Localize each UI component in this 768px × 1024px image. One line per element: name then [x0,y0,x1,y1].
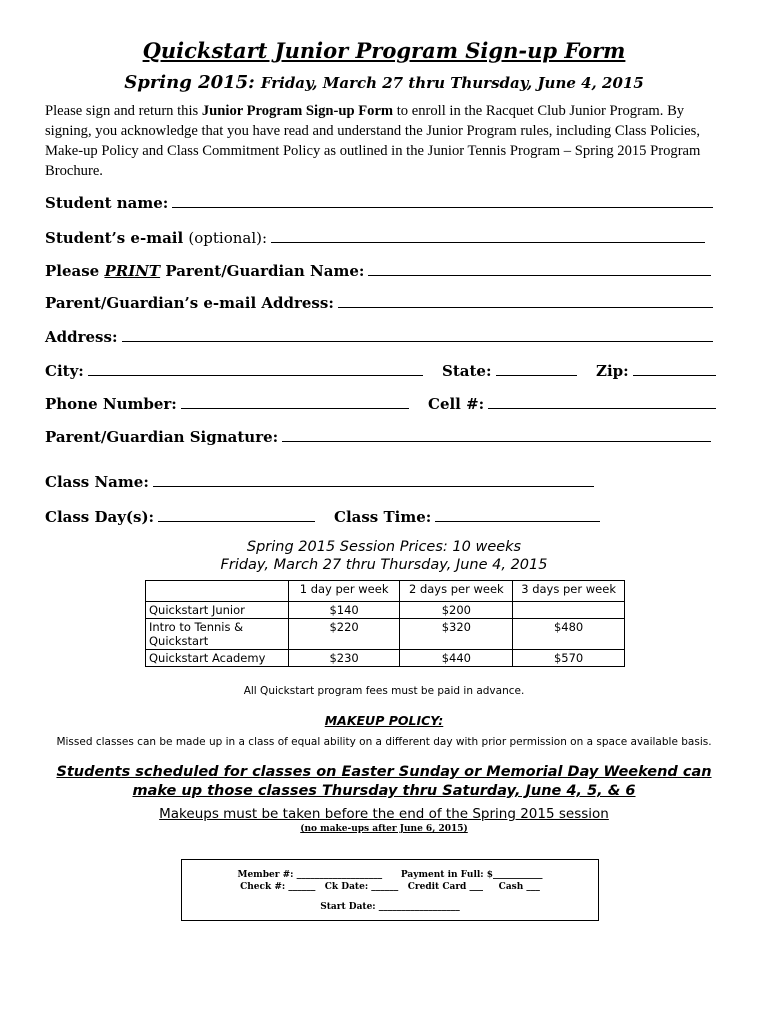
prices-table [145,580,625,667]
prices-title-line1: Spring 2015 Session Prices: 10 weeks [246,539,522,555]
student-email-row [45,229,705,247]
class-time-field[interactable] [435,509,600,522]
price-cell: $200 [400,602,513,619]
guardian-name-label [45,262,364,280]
table-row [146,602,625,619]
makeup-text: Missed classes can be made up in a class of equal ability on a different day with prior permission on a space available basis. [56,736,712,748]
price-cell: $480 [513,619,625,650]
office-row-3 [182,902,598,912]
makeup-deadline: Makeups must be taken before the end of the Spring 2015 session [159,806,609,822]
office-row-1 [182,870,598,880]
session-dates: Friday, March 27 thru Thursday, June 4, 2015 [260,74,644,92]
student-name-label: Student name: [45,194,169,212]
start-date-field[interactable]: Start Date: __________________ [320,902,460,912]
intro-paragraph [45,101,725,181]
program-name: Quickstart Academy [146,650,289,667]
table-row [146,650,625,667]
address-label: Address: [45,328,118,346]
makeup-deadline-note: (no make-ups after June 6, 2015) [300,824,468,834]
header-cell: 2 days per week [400,581,513,602]
guardian-name-field[interactable] [368,263,711,276]
header-cell [146,581,289,602]
session-subtitle [0,72,768,93]
state-label: State: [442,362,492,380]
prices-title-line2: Friday, March 27 thru Thursday, June 4, 2015 [220,557,548,573]
class-name-label: Class Name: [45,473,149,491]
cell-field[interactable] [488,396,716,409]
header-cell: 3 days per week [513,581,625,602]
guardian-name-pre: Please [45,262,105,280]
state-field[interactable] [496,363,578,376]
guardian-email-field[interactable] [338,295,713,308]
office-use-box [181,859,599,921]
price-cell: $220 [288,619,400,650]
student-email-label [45,229,267,247]
class-days-field[interactable] [158,509,315,522]
program-name: Intro to Tennis & Quickstart [146,619,289,650]
class-name-field[interactable] [153,474,594,487]
phone-row [45,395,409,413]
intro-text-1: Please sign and return this [45,103,202,119]
easter-notice: Students scheduled for classes on Easter Sunday or Memorial Day Weekend can make up those classes Thursday thru Saturday, June 4, 5, & 6 [56,764,712,799]
class-time-row [334,508,600,526]
price-cell: $230 [288,650,400,667]
optional-note: (optional): [188,229,268,247]
student-email-field[interactable] [271,230,705,243]
print-emphasis: PRINT [104,262,161,280]
form-title: Quickstart Junior Program Sign-up Form [142,38,626,63]
cell-label: Cell #: [428,395,485,413]
guardian-email-row [45,294,713,312]
guardian-name-row [45,262,711,280]
table-row [146,619,625,650]
city-label: City: [45,362,84,380]
signature-field[interactable] [282,429,711,442]
season-label: Spring 2015: [124,72,255,93]
zip-row [596,362,716,380]
price-cell: $570 [513,650,625,667]
office-row-2 [182,882,598,892]
class-days-row [45,508,315,526]
zip-field[interactable] [633,363,716,376]
member-number-field[interactable]: Member #: ___________________ [237,870,383,880]
cash-field[interactable]: Cash ___ [498,882,540,892]
phone-label: Phone Number: [45,395,177,413]
check-number-field[interactable]: Check #: ______ [240,882,316,892]
city-row [45,362,423,380]
signature-row [45,428,711,446]
price-cell: $140 [288,602,400,619]
price-cell: $320 [400,619,513,650]
prices-header-row [146,581,625,602]
address-field[interactable] [122,329,714,342]
zip-label: Zip: [596,362,629,380]
phone-field[interactable] [181,396,409,409]
check-date-field[interactable]: Ck Date: ______ [324,882,399,892]
city-field[interactable] [88,363,423,376]
price-cell: $440 [400,650,513,667]
prices-title [0,538,768,574]
intro-form-name: Junior Program Sign-up Form [201,103,394,119]
intro-text-2: to enroll in the Racquet Club Junior Program. By signing, you acknowledge that you have read and understand the Junior Program rules, including Class Policies, Make-up Policy and Class Commitment Policy as outlined in the Junior Tennis Program – Spring 2015 Program Brochure. [45,103,701,179]
class-time-label: Class Time: [334,508,432,526]
fees-note: All Quickstart program fees must be paid in advance. [243,685,525,697]
student-name-field[interactable] [172,195,713,208]
student-email-text: Student’s e-mail [45,229,184,247]
payment-field[interactable]: Payment in Full: $___________ [400,870,543,880]
guardian-name-post: Parent/Guardian Name: [160,262,365,280]
header-cell: 1 day per week [288,581,400,602]
cell-row [428,395,716,413]
guardian-email-label: Parent/Guardian’s e-mail Address: [45,294,334,312]
student-name-row [45,194,713,212]
credit-card-field[interactable]: Credit Card ___ [407,882,483,892]
class-name-row [45,473,594,491]
address-row [45,328,713,346]
price-cell [513,602,625,619]
state-row [442,362,577,380]
signature-label: Parent/Guardian Signature: [45,428,279,446]
makeup-heading: MAKEUP POLICY: [324,713,444,728]
program-name: Quickstart Junior [146,602,289,619]
class-days-label: Class Day(s): [45,508,155,526]
